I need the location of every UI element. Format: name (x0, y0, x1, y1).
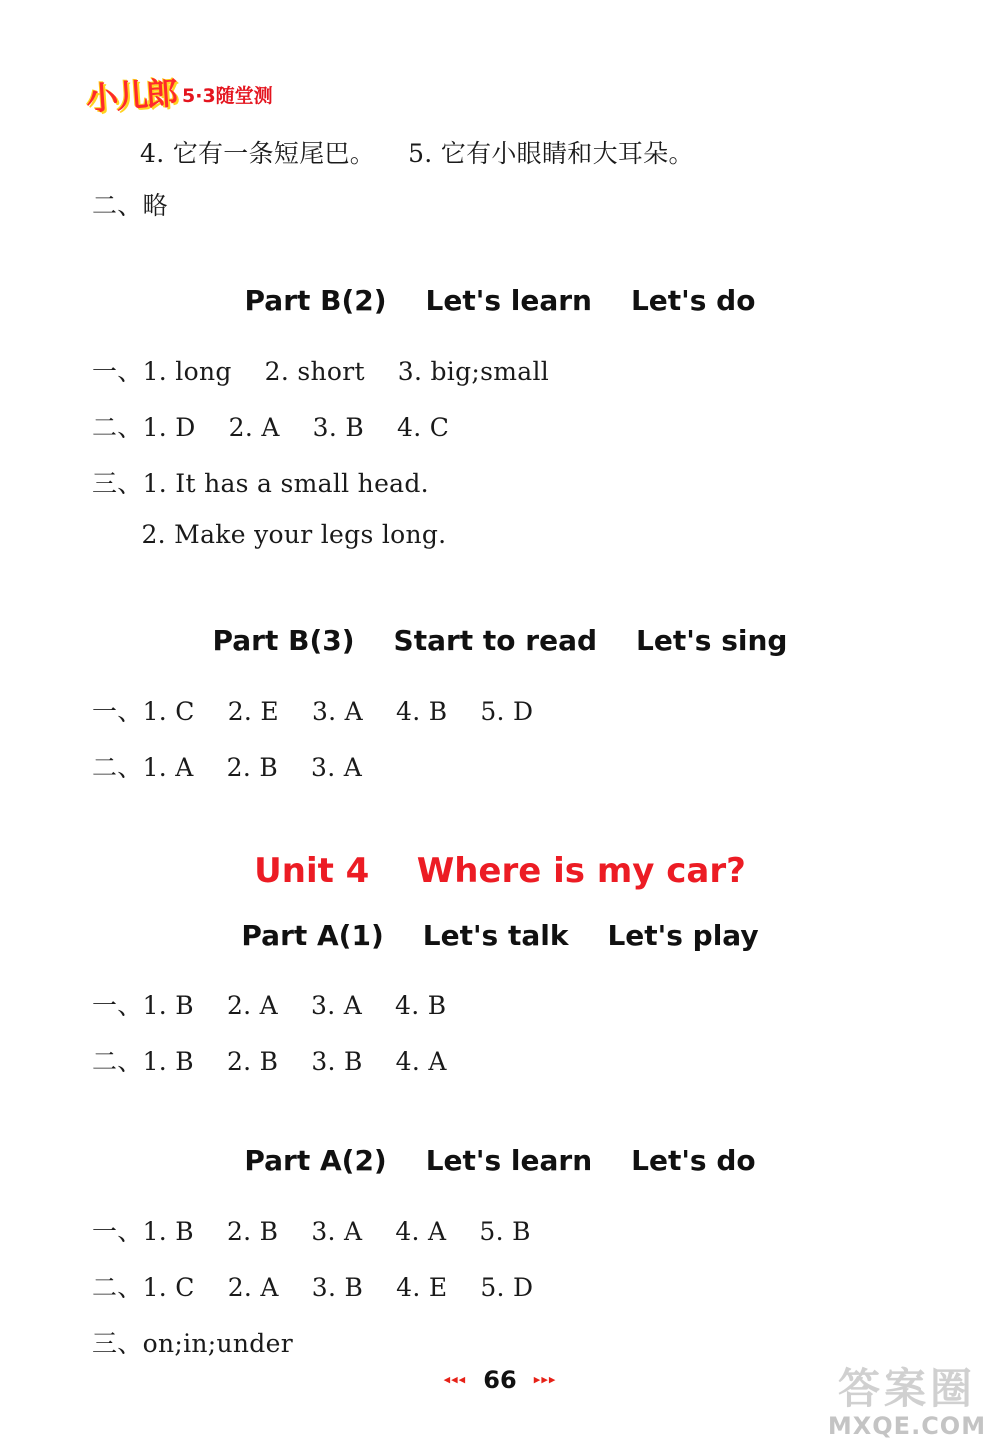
next-arrows-icon: ▸▸▸ (533, 1372, 557, 1388)
answer-line: 三、1. It has a small head. (92, 469, 429, 498)
section-heading: Part B(2) Let's learn Let's do (244, 284, 756, 317)
answer-line: 一、1. B 2. B 3. A 4. A 5. B (92, 1217, 531, 1246)
section-heading: Part B(3) Start to read Let's sing (212, 624, 788, 657)
answer-line: 二、1. D 2. A 3. B 4. C (92, 413, 450, 442)
answer-line: 一、1. long 2. short 3. big;small (92, 357, 550, 386)
answer-line: 4. 它有一条短尾巴。 5. 它有小眼睛和大耳朵。 (140, 139, 694, 168)
answer-line: 2. Make your legs long. (92, 520, 447, 549)
previous-arrows-icon: ◂◂◂ (443, 1372, 467, 1388)
section-heading: Part A(2) Let's learn Let's do (244, 1144, 756, 1177)
page-number: 66 (483, 1366, 517, 1394)
section-heading: Part A(1) Let's talk Let's play (241, 919, 759, 952)
logo-mark: 小儿郎 (84, 73, 178, 119)
answer-line: 一、1. C 2. E 3. A 4. B 5. D (92, 697, 534, 726)
answer-line: 二、1. B 2. B 3. B 4. A (92, 1047, 447, 1076)
logo-subtitle: 5·3随堂测 (182, 84, 273, 107)
answer-line: 三、on;in;under (92, 1329, 293, 1358)
watermark (822, 1366, 992, 1450)
unit-title: Unit 4 Where is my car? (254, 851, 746, 891)
answer-line: 二、1. C 2. A 3. B 4. E 5. D (92, 1273, 534, 1302)
watermark-url: MXQE.COM (827, 1412, 987, 1440)
answer-line: 二、1. A 2. B 3. A (92, 753, 363, 782)
answer-line: 二、略 (92, 191, 168, 220)
answer-line: 一、1. B 2. A 3. A 4. B (92, 991, 447, 1020)
watermark-logo: 答案圈 (837, 1364, 976, 1413)
publisher-logo (84, 73, 273, 119)
